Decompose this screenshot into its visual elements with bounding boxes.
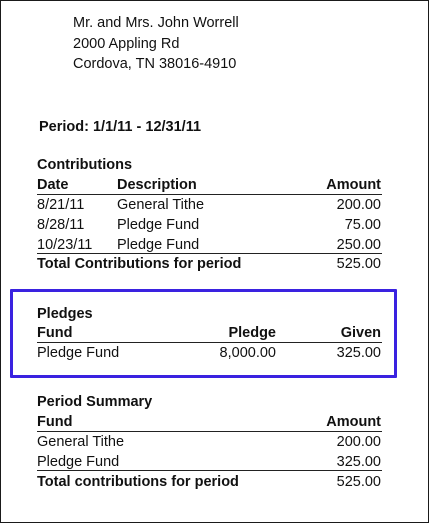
pledges-header-pledge: Pledge bbox=[228, 325, 276, 341]
contributions-title: Contributions bbox=[37, 157, 133, 173]
summary-title: Period Summary bbox=[37, 394, 153, 410]
row-fund: General Tithe bbox=[37, 434, 125, 450]
pledges-header-given: Given bbox=[340, 325, 381, 341]
contributions-total-rule bbox=[37, 253, 382, 254]
row-date: 8/28/11 bbox=[37, 217, 85, 233]
row-fund: Pledge Fund bbox=[37, 454, 120, 470]
summary-total-label: Total contributions for period bbox=[37, 474, 239, 490]
summary-header-rule bbox=[37, 431, 382, 432]
pledges-header-fund: Fund bbox=[37, 325, 73, 341]
row-date: 10/23/11 bbox=[37, 237, 93, 253]
row-description: General Tithe bbox=[117, 197, 205, 213]
address-city: Cordova, TN 38016-4910 bbox=[73, 56, 237, 72]
pledges-title: Pledges bbox=[37, 306, 93, 322]
row-given: 325.00 bbox=[336, 345, 381, 361]
pledges-header-rule bbox=[37, 342, 382, 343]
row-amount: 200.00 bbox=[336, 434, 381, 450]
contributions-header-date: Date bbox=[37, 177, 69, 193]
row-amount: 75.00 bbox=[344, 217, 381, 233]
row-description: Pledge Fund bbox=[117, 217, 200, 233]
summary-total-rule bbox=[37, 470, 382, 471]
row-fund: Pledge Fund bbox=[37, 345, 120, 361]
address-street: 2000 Appling Rd bbox=[73, 36, 180, 52]
contributions-total-amount: 525.00 bbox=[336, 256, 381, 272]
contributions-header-description: Description bbox=[117, 177, 197, 193]
address-name: Mr. and Mrs. John Worrell bbox=[73, 15, 239, 31]
row-date: 8/21/11 bbox=[37, 197, 85, 213]
row-pledge: 8,000.00 bbox=[219, 345, 276, 361]
row-amount: 250.00 bbox=[336, 237, 381, 253]
summary-header-amount: Amount bbox=[326, 414, 381, 430]
contributions-header-rule bbox=[37, 194, 382, 195]
row-amount: 325.00 bbox=[336, 454, 381, 470]
contributions-header-amount: Amount bbox=[326, 177, 381, 193]
row-description: Pledge Fund bbox=[117, 237, 200, 253]
period-label: Period: 1/1/11 - 12/31/11 bbox=[39, 119, 202, 135]
row-amount: 200.00 bbox=[336, 197, 381, 213]
summary-total-amount: 525.00 bbox=[336, 474, 381, 490]
contributions-total-label: Total Contributions for period bbox=[37, 256, 242, 272]
summary-header-fund: Fund bbox=[37, 414, 73, 430]
